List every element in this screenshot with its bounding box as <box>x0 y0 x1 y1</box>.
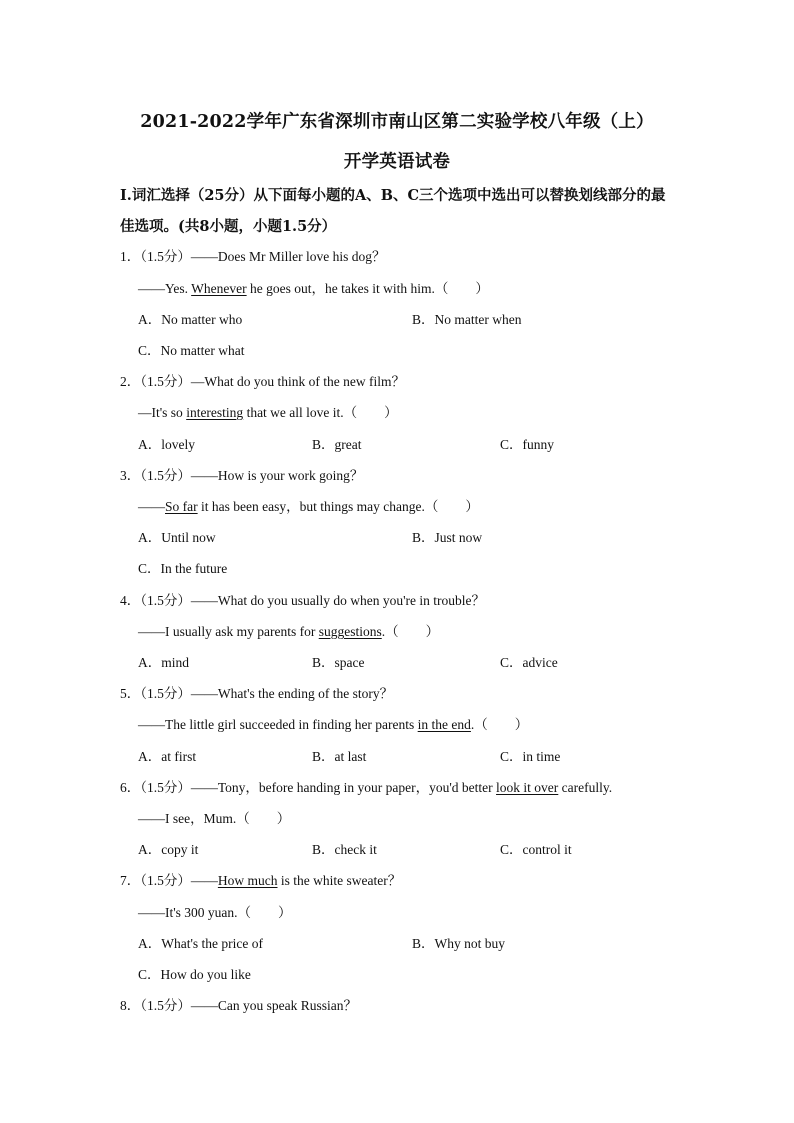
q7-option-a: A．What's the price of <box>138 936 264 951</box>
q6-underlined-word: look it over <box>496 780 559 795</box>
q1-option-c: C．No matter what <box>138 343 245 358</box>
q2-option-a: A．lovely <box>138 437 195 452</box>
q7-underlined-word: How much <box>217 873 278 888</box>
q7-reply: ——It's 300 yuan.（ ） <box>138 905 292 920</box>
q3-option-c: C．In the future <box>138 561 228 576</box>
q6-option-b: B．check it <box>312 842 377 857</box>
q6-reply: ——I see，Mum.（ ） <box>138 811 291 826</box>
q6-stem: 6．（1.5分）——Tony，before handing in your paper，you'd better look it over carefully. <box>120 780 613 795</box>
q4-option-a: A．mind <box>138 655 190 670</box>
q5-stem: 5．（1.5分）——What's the ending of the story？ <box>120 686 394 701</box>
q4-underlined-word: suggestions <box>318 624 382 639</box>
q2-underlined-word: interesting <box>186 405 244 420</box>
q5-reply: ——The little girl succeeded in finding her parents in the end.（ ） <box>138 717 529 732</box>
q1-option-a: A．No matter who <box>138 312 243 327</box>
q1-underlined-word: Whenever <box>191 281 247 296</box>
q4-reply: ——I usually ask my parents for suggestions.（ ） <box>138 624 440 639</box>
q1-option-b: B．No matter when <box>412 312 522 327</box>
q5-option-c: C．in time <box>500 749 561 764</box>
q3-option-b: B．Just now <box>412 530 483 545</box>
q4-option-b: B．space <box>312 655 365 670</box>
q7-stem: 7．（1.5分）——How much is the white sweater？ <box>120 873 402 888</box>
section-heading: I.词汇选择（25分）从下面每小题的A、B、C三个选项中选出可以替换划线部分的最佳选项。(共8小题，小题1.5分） <box>120 187 666 235</box>
q6-option-c: C．control it <box>500 842 572 857</box>
q6-option-a: A．copy it <box>138 842 199 857</box>
q2-option-b: B．great <box>312 437 362 452</box>
q4-stem: 4．（1.5分）——What do you usually do when you're in trouble？ <box>120 593 486 608</box>
q5-underlined-word: in the end <box>417 717 471 732</box>
q1-stem: 1．（1.5分）——Does Mr Miller love his dog？ <box>120 249 386 264</box>
q7-option-b: B．Why not buy <box>412 936 505 951</box>
q2-stem: 2．（1.5分）—What do you think of the new film？ <box>120 374 405 389</box>
q3-underlined-word: So far <box>165 499 198 514</box>
q3-reply: ——So far it has been easy，but things may change.（ ） <box>138 499 479 514</box>
q2-reply: —It's so interesting that we all love it.（ ） <box>138 405 398 420</box>
q3-stem: 3．（1.5分）——How is your work going？ <box>120 468 364 483</box>
exam-title-line-2: 开学英语试卷 <box>343 152 451 172</box>
q4-option-c: C．advice <box>500 655 558 670</box>
q3-option-a: A．Until now <box>138 530 216 545</box>
q2-option-c: C．funny <box>500 437 554 452</box>
q1-reply: ——Yes. Whenever he goes out，he takes it with him.（ ） <box>138 281 489 296</box>
exam-title-line-1: 2021-2022学年广东省深圳市南山区第二实验学校八年级（上） <box>140 112 654 132</box>
q7-option-c: C．How do you like <box>138 967 251 982</box>
q5-option-a: A．at first <box>138 749 197 764</box>
q5-option-b: B．at last <box>312 749 367 764</box>
q8-stem: 8．（1.5分）——Can you speak Russian？ <box>120 998 357 1013</box>
